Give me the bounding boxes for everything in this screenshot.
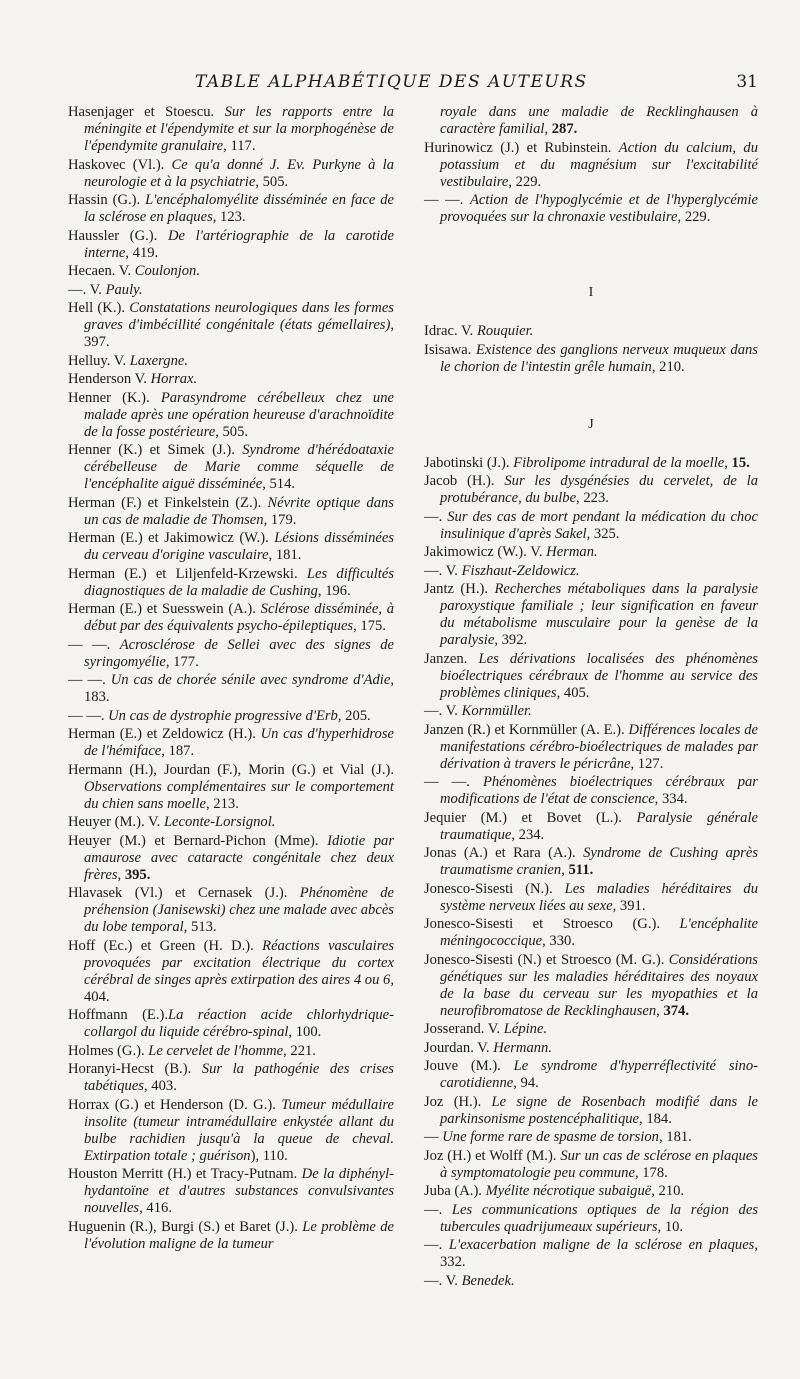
entry-title: Horrax. bbox=[150, 371, 198, 387]
entry-page: , 183. bbox=[84, 672, 394, 705]
entry-title: Fibrolipome intradural de la moelle bbox=[513, 454, 725, 471]
index-entry bbox=[424, 651, 758, 702]
index-entry bbox=[424, 1129, 758, 1146]
entry-title: Kornmüller. bbox=[461, 703, 532, 719]
entry-page: , 221. bbox=[283, 1042, 316, 1059]
entry-page: ), 110. bbox=[250, 1147, 288, 1164]
entry-author: —. V. bbox=[424, 1272, 462, 1289]
index-entry bbox=[424, 1094, 758, 1128]
entry-title: La réaction acide chlorhydrique-collargol du liquide cérébro-spinal bbox=[84, 1007, 395, 1040]
entry-author: Henner (K.) et Simek (J.). bbox=[68, 442, 243, 458]
entry-title: royale dans une maladie de Recklinghausen à caractère familial bbox=[440, 104, 758, 137]
index-entry bbox=[424, 845, 758, 879]
entry-page: , 181. bbox=[658, 1129, 692, 1145]
entry-author: Jouve (M.). bbox=[424, 1058, 514, 1074]
entry-title: Pauly. bbox=[105, 281, 143, 298]
entry-page: , 513. bbox=[183, 919, 217, 935]
entry-author: Heuyer (M.). V. bbox=[68, 814, 164, 830]
index-entry bbox=[424, 473, 758, 507]
section-letter-j: J bbox=[588, 416, 594, 432]
entry-title: Syndrome de Cushing après traumatisme cranien bbox=[440, 845, 759, 878]
entry-title: Un cas de dystrophie progressive d'Erb bbox=[108, 707, 338, 724]
index-entry bbox=[424, 342, 758, 376]
index-entry bbox=[424, 104, 758, 138]
entry-author: Joz (H.) et Wolff (M.). bbox=[424, 1147, 561, 1164]
index-entry bbox=[424, 1040, 758, 1057]
index-entry bbox=[424, 703, 758, 720]
index-entry bbox=[424, 1021, 758, 1038]
entry-title: Acrosclérose de Sellei avec des signes de syringomyélie bbox=[84, 636, 394, 670]
entry-page: , 332. bbox=[440, 1237, 759, 1270]
entry-page: , bbox=[561, 862, 569, 878]
entry-page: , 405. bbox=[556, 684, 590, 701]
entry-title: Existence des ganglions nerveux muqueux dans le chorion de l'intestin grêle humain bbox=[440, 341, 758, 375]
index-entry bbox=[68, 300, 394, 351]
entry-title: Sur des cas de mort pendant la médication du choc insulinique d'après Sakel bbox=[440, 508, 759, 542]
entry-author: Jonesco-Sisesti et Stroesco (G.). bbox=[424, 916, 680, 932]
entry-author: — bbox=[424, 1129, 443, 1145]
entry-page: , 325. bbox=[586, 525, 620, 542]
entry-author: Juba (A.). bbox=[424, 1183, 486, 1199]
entry-page: , 419. bbox=[125, 244, 159, 261]
entry-author: Horanyi-Hecst (B.). bbox=[68, 1061, 202, 1077]
index-entry bbox=[68, 442, 394, 493]
entry-author: Houston Merritt (H.) et Tracy-Putnam. bbox=[68, 1166, 302, 1182]
index-entry bbox=[424, 581, 758, 649]
entry-author: Hermann (H.), Jourdan (F.), Morin (G.) et Vial (J.). bbox=[68, 761, 394, 778]
entry-author: —. bbox=[424, 508, 448, 525]
entry-page-bold: 15. bbox=[731, 454, 750, 471]
entry-title: Sur les dysgénésies du cervelet, de la protubérance, du bulbe bbox=[440, 473, 758, 506]
entry-author: — —. bbox=[424, 774, 483, 790]
index-entry bbox=[424, 774, 758, 808]
entry-author: —. V. bbox=[424, 562, 462, 579]
entry-title: Un cas de chorée sénile avec syndrome d'Adie bbox=[110, 672, 391, 688]
entry-page: , 234. bbox=[511, 826, 545, 843]
entry-page: , 229. bbox=[508, 173, 542, 190]
entry-author: Henner (K.). bbox=[68, 389, 161, 406]
entry-page: , 391. bbox=[612, 897, 646, 914]
index-entry bbox=[68, 495, 394, 529]
index-entry bbox=[424, 1237, 758, 1271]
entry-author: Helluy. V. bbox=[68, 352, 130, 369]
index-entry bbox=[424, 1148, 758, 1182]
entry-page: , 175. bbox=[353, 618, 386, 634]
entry-title: Ce qu'a donné J. Ev. Purkyne à la neurologie et à la psychiatrie bbox=[84, 156, 394, 190]
entry-title: Coulonjon. bbox=[134, 263, 201, 279]
entry-page: , 100. bbox=[288, 1024, 322, 1040]
index-entry bbox=[68, 1043, 394, 1060]
entry-title: Constatations neurologiques dans les formes graves d'imbécillité congénitale (états gémellaires) bbox=[84, 300, 394, 333]
entry-page: , bbox=[544, 121, 552, 137]
entry-author: Haskovec (Vl.). bbox=[68, 156, 172, 173]
index-entry bbox=[68, 601, 394, 635]
entry-author: — —. bbox=[424, 192, 470, 208]
entry-title: Rouquier. bbox=[476, 323, 534, 339]
index-entry bbox=[68, 530, 394, 564]
entry-title: Phénomène de préhension (Janisewski) chez une malade avec abcès du lobe temporal bbox=[84, 885, 395, 935]
index-entry bbox=[424, 916, 758, 950]
entry-title: Sur les rapports entre la méningite et l'épendymite et sur la morphogénèse de l'épendymite granulaire bbox=[84, 104, 394, 154]
index-entry bbox=[424, 810, 758, 844]
entry-page: , bbox=[724, 454, 732, 471]
entry-title: Les dérivations localisées des phénomènes bioélectriques cérébraux de l'homme au service des problèmes cliniques bbox=[440, 650, 758, 701]
entry-author: — —. bbox=[68, 672, 111, 688]
left-entries bbox=[68, 104, 394, 1253]
index-entry bbox=[424, 1183, 758, 1200]
entry-author: — —. bbox=[68, 636, 120, 653]
entry-title: Une forme rare de spasme de torsion bbox=[442, 1129, 659, 1145]
entry-title: Phénomènes bioélectriques cérébraux par modifications de l'état de conscience bbox=[440, 774, 758, 807]
entry-title: Les communications optiques de la région des tubercules quadrijumeaux supérieurs bbox=[440, 1201, 758, 1235]
index-entry bbox=[68, 371, 394, 388]
entry-page: , 213. bbox=[206, 795, 239, 812]
section-j-entries bbox=[424, 455, 758, 1290]
index-entry bbox=[68, 390, 394, 441]
entry-title: Idiotie par amaurose avec cataracte congénitale chez deux frères bbox=[84, 832, 394, 883]
index-entry bbox=[68, 104, 394, 155]
index-entry bbox=[68, 938, 394, 1006]
index-entry bbox=[424, 563, 758, 580]
section-letter-i: I bbox=[588, 285, 594, 300]
entry-title: De l'artériographie de la carotide interne bbox=[84, 227, 394, 261]
index-entry bbox=[68, 708, 394, 725]
entry-author: Isisawa. bbox=[424, 341, 476, 358]
entry-author: —. V. bbox=[424, 703, 462, 719]
entry-page: , 123. bbox=[212, 209, 246, 225]
entry-author: Hoffmann (E.). bbox=[68, 1007, 169, 1023]
index-entry bbox=[68, 762, 394, 813]
index-entry bbox=[68, 157, 394, 191]
index-entry bbox=[424, 722, 758, 773]
left-column bbox=[68, 104, 394, 1254]
entry-author: Heuyer (M.) et Bernard-Pichon (Mme). bbox=[68, 832, 328, 849]
entry-page: , 184. bbox=[639, 1110, 672, 1127]
entry-title: Les difficultés diagnostiques de la maladie de Cushing bbox=[84, 565, 394, 599]
entry-title: Fiszhaut-Zeldowicz. bbox=[461, 562, 580, 579]
entry-title: Le signe de Rosenbach modifié dans le parkinsonisme postencéphalitique bbox=[440, 1093, 758, 1127]
entry-page: , 403. bbox=[144, 1078, 177, 1094]
entry-title: Sur un cas de sclérose en plaques à symptomatologie peu commune bbox=[440, 1147, 758, 1181]
index-entry bbox=[68, 228, 394, 262]
entry-title: Action du calcium, du potassium et du magnésium sur l'excitabilité vestibulaire bbox=[440, 139, 758, 190]
entry-author: Hoff (Ec.) et Green (H. D.). bbox=[68, 937, 263, 954]
entry-author: Herman (E.) et Jakimowicz (W.). bbox=[68, 530, 275, 546]
entry-page: , 404. bbox=[84, 971, 394, 1005]
entry-author: Hurinowicz (J.) et Rubinstein. bbox=[424, 139, 619, 156]
entry-title: Le syndrome d'hyperréflectivité sino-carotidienne bbox=[440, 1058, 759, 1091]
index-entry bbox=[68, 566, 394, 600]
index-entry bbox=[424, 1202, 758, 1236]
entry-author: Joz (H.). bbox=[424, 1093, 492, 1110]
entry-author: —. bbox=[424, 1201, 452, 1218]
entry-author: Huguenin (R.), Burgi (S.) et Baret (J.). bbox=[68, 1218, 303, 1235]
entry-title: Parasyndrome cérébelleux chez une malade après une opération heureuse d'arachnoïdite de la fosse postérieure bbox=[84, 389, 394, 440]
entry-page: , 334. bbox=[654, 791, 688, 807]
entry-page: , 392. bbox=[494, 632, 528, 648]
entry-title: Hermann. bbox=[493, 1039, 552, 1056]
right-entries bbox=[424, 104, 758, 226]
entry-page: , 505. bbox=[255, 173, 289, 190]
entry-title: Observations complémentaires sur le comportement du chien sans moelle bbox=[84, 778, 394, 812]
entry-page: , 179. bbox=[263, 511, 297, 528]
entry-title: Lésions disséminées du cerveau d'origine vasculaire bbox=[84, 530, 394, 563]
entry-author: Horrax (G.) et Henderson (D. G.). bbox=[68, 1096, 282, 1113]
entry-title: Considérations génétiques sur les maladies héréditaires des noyaux de la base du cerveau sur les myopathies et la neurofibromatose de Recklinghausen bbox=[440, 951, 758, 1019]
index-entry bbox=[68, 672, 394, 706]
entry-page: , 416. bbox=[139, 1200, 172, 1216]
entry-author: —. V. bbox=[68, 281, 106, 298]
entry-title: Lépine. bbox=[503, 1021, 548, 1037]
entry-author: Holmes (G.). bbox=[68, 1042, 149, 1059]
right-column bbox=[424, 104, 758, 1291]
index-entry bbox=[68, 192, 394, 226]
entry-page: , 181. bbox=[268, 547, 302, 563]
entry-page: , 210. bbox=[651, 358, 685, 375]
running-title: TABLE ALPHABÉTIQUE DES AUTEURS bbox=[195, 72, 588, 92]
index-entry bbox=[424, 1058, 758, 1092]
entry-page-bold: 374. bbox=[663, 1002, 689, 1019]
entry-author: —. bbox=[424, 1237, 449, 1253]
index-entry bbox=[68, 814, 394, 831]
entry-author: Janzen. bbox=[424, 650, 479, 667]
index-entry bbox=[424, 323, 758, 340]
entry-page: , 205. bbox=[337, 707, 371, 724]
entry-page: , 196. bbox=[317, 582, 351, 599]
entry-page: , 127. bbox=[630, 755, 664, 772]
entry-author: Jonesco-Sisesti (N.) et Stroesco (M. G.). bbox=[424, 951, 669, 968]
entry-page-bold: 287. bbox=[551, 121, 578, 137]
entry-title: Réactions vasculaires provoquées par excitation électrique du cortex cérébral de singes après extirpation des aires 4 ou 6 bbox=[84, 937, 394, 988]
index-entry bbox=[68, 1007, 394, 1041]
entry-author: Hlavasek (Vl.) et Cernasek (J.). bbox=[68, 885, 300, 901]
index-entry bbox=[68, 885, 394, 936]
entry-page: , 330. bbox=[542, 933, 575, 949]
page-header bbox=[110, 72, 772, 96]
entry-title: L'encéphalomyélite disséminée en face de la sclérose en plaques bbox=[84, 192, 394, 225]
index-entry bbox=[68, 1097, 394, 1165]
index-entry bbox=[68, 1166, 394, 1217]
entry-page: , 187. bbox=[161, 743, 195, 759]
entry-title: De la diphényl-hydantoïne et d'autres substances convulsivantes nouvelles bbox=[84, 1166, 394, 1216]
index-entry bbox=[68, 637, 394, 671]
entry-page-bold: 395. bbox=[124, 866, 151, 883]
entry-author: Hecaen. V. bbox=[68, 263, 135, 279]
entry-title: Sclérose disséminée, à début par des équivalents psycho-épileptiques bbox=[84, 601, 394, 634]
entry-title: Les maladies héréditaires du système nerveux liées au sexe bbox=[440, 880, 758, 914]
index-entry bbox=[68, 1219, 394, 1253]
entry-author: Hasenjager et Stoescu. bbox=[68, 104, 225, 120]
entry-author: Herman (E.) et Suesswein (A.). bbox=[68, 601, 261, 617]
index-entry bbox=[424, 881, 758, 915]
entry-title: Sur la pathogénie des crises tabétiques bbox=[84, 1061, 394, 1094]
entry-title: Herman. bbox=[546, 544, 598, 560]
entry-author: Jabotinski (J.). bbox=[424, 454, 514, 471]
index-entry bbox=[68, 726, 394, 760]
entry-author: Jantz (H.). bbox=[424, 581, 495, 597]
index-entry bbox=[424, 1273, 758, 1290]
entry-page: , 94. bbox=[513, 1075, 539, 1091]
entry-author: Henderson V. bbox=[68, 371, 151, 387]
entry-page: , 223. bbox=[576, 490, 609, 506]
entry-author: Jonas (A.) et Rara (A.). bbox=[424, 845, 584, 861]
index-entry bbox=[68, 282, 394, 299]
entry-title: Myélite nécrotique subaiguë bbox=[485, 1183, 652, 1199]
entry-title: Paralysie générale traumatique bbox=[440, 809, 758, 843]
index-entry bbox=[68, 833, 394, 884]
entry-page: , bbox=[656, 1002, 664, 1019]
entry-title: L'exacerbation maligne de la sclérose en plaques bbox=[448, 1237, 755, 1253]
entry-author: Idrac. V. bbox=[424, 323, 477, 339]
entry-author: Jacob (H.). bbox=[424, 473, 505, 489]
index-entry bbox=[424, 509, 758, 543]
entry-title: Un cas d'hyperhidrose de l'hémiface bbox=[84, 726, 394, 759]
entry-title: Recherches métaboliques dans la paralysie paroxystique familiale ; leur signification en faveur du métabolisme musculaire pour la genèse de la paralysie bbox=[440, 581, 758, 648]
page-number: 31 bbox=[736, 72, 758, 92]
entry-author: Janzen (R.) et Kornmüller (A. E.). bbox=[424, 721, 629, 738]
entry-author: Hassin (G.). bbox=[68, 192, 146, 208]
entry-author: Jourdan. V. bbox=[424, 1039, 494, 1056]
entry-author: Jakimowicz (W.). V. bbox=[424, 544, 547, 560]
entry-page: , 397. bbox=[84, 317, 394, 350]
entry-page: , 10. bbox=[657, 1218, 684, 1235]
entry-author: Hell (K.). bbox=[68, 300, 130, 316]
entry-title: Benedek. bbox=[461, 1272, 515, 1289]
entry-title: Leconte-Lorsignol. bbox=[163, 814, 276, 830]
entry-title: Tumeur médullaire insolite (tumeur intramédullaire enkystée allant du bulbe rachidien jusqu'à la queue de cheval. Extirpation totale ; guérison bbox=[84, 1096, 395, 1164]
entry-page: , 117. bbox=[223, 138, 256, 154]
index-entry bbox=[68, 353, 394, 370]
index-entry bbox=[68, 263, 394, 280]
entry-page: , 178. bbox=[634, 1164, 668, 1181]
entry-title: Névrite optique dans un cas de maladie de Thomsen bbox=[84, 494, 394, 528]
entry-title: Le problème de l'évolution maligne de la tumeur bbox=[84, 1218, 394, 1252]
index-entry bbox=[424, 455, 758, 472]
entry-author: — —. bbox=[68, 707, 109, 724]
entry-author: Herman (F.) et Finkelstein (Z.). bbox=[68, 494, 268, 511]
entry-page-bold: 511. bbox=[568, 862, 594, 878]
entry-page: , 505. bbox=[215, 423, 249, 440]
index-entry bbox=[424, 952, 758, 1020]
entry-author: Jonesco-Sisesti (N.). bbox=[424, 880, 565, 897]
entry-author: Haussler (G.). bbox=[68, 227, 168, 244]
entry-title: L'encéphalite méningococcique bbox=[440, 916, 758, 949]
index-entry bbox=[424, 192, 758, 226]
index-entry bbox=[424, 544, 758, 561]
index-entry bbox=[424, 140, 758, 191]
entry-page: , 210. bbox=[651, 1183, 685, 1199]
entry-title: Laxergne. bbox=[129, 352, 188, 369]
entry-author: Herman (E.) et Liljenfeld-Krzewski. bbox=[68, 565, 307, 582]
entry-author: Herman (E.) et Zeldowicz (H.). bbox=[68, 726, 261, 742]
entry-author: Josserand. V. bbox=[424, 1021, 504, 1037]
entry-title: Action de l'hypoglycémie et de l'hyperglycémie provoquées sur la chronaxie vestibulaire bbox=[440, 192, 758, 225]
entry-page: , 177. bbox=[165, 653, 199, 670]
section-i-entries bbox=[424, 323, 758, 376]
entry-title: Syndrome d'hérédoataxie cérébelleuse de Marie comme séquelle de l'encéphalite aiguë disséminée bbox=[84, 442, 394, 492]
entry-page: , bbox=[117, 866, 125, 883]
index-entry bbox=[68, 1061, 394, 1095]
entry-page: , 514. bbox=[262, 476, 296, 492]
entry-title: Le cervelet de l'homme bbox=[148, 1042, 284, 1059]
entry-page: , 229. bbox=[677, 209, 711, 225]
entry-title: Différences locales de manifestations cérébro-bioélectriques de malades par dérivation à travers le péricrâne bbox=[440, 721, 759, 772]
entry-author: Jequier (M.) et Bovet (L.). bbox=[424, 809, 637, 826]
